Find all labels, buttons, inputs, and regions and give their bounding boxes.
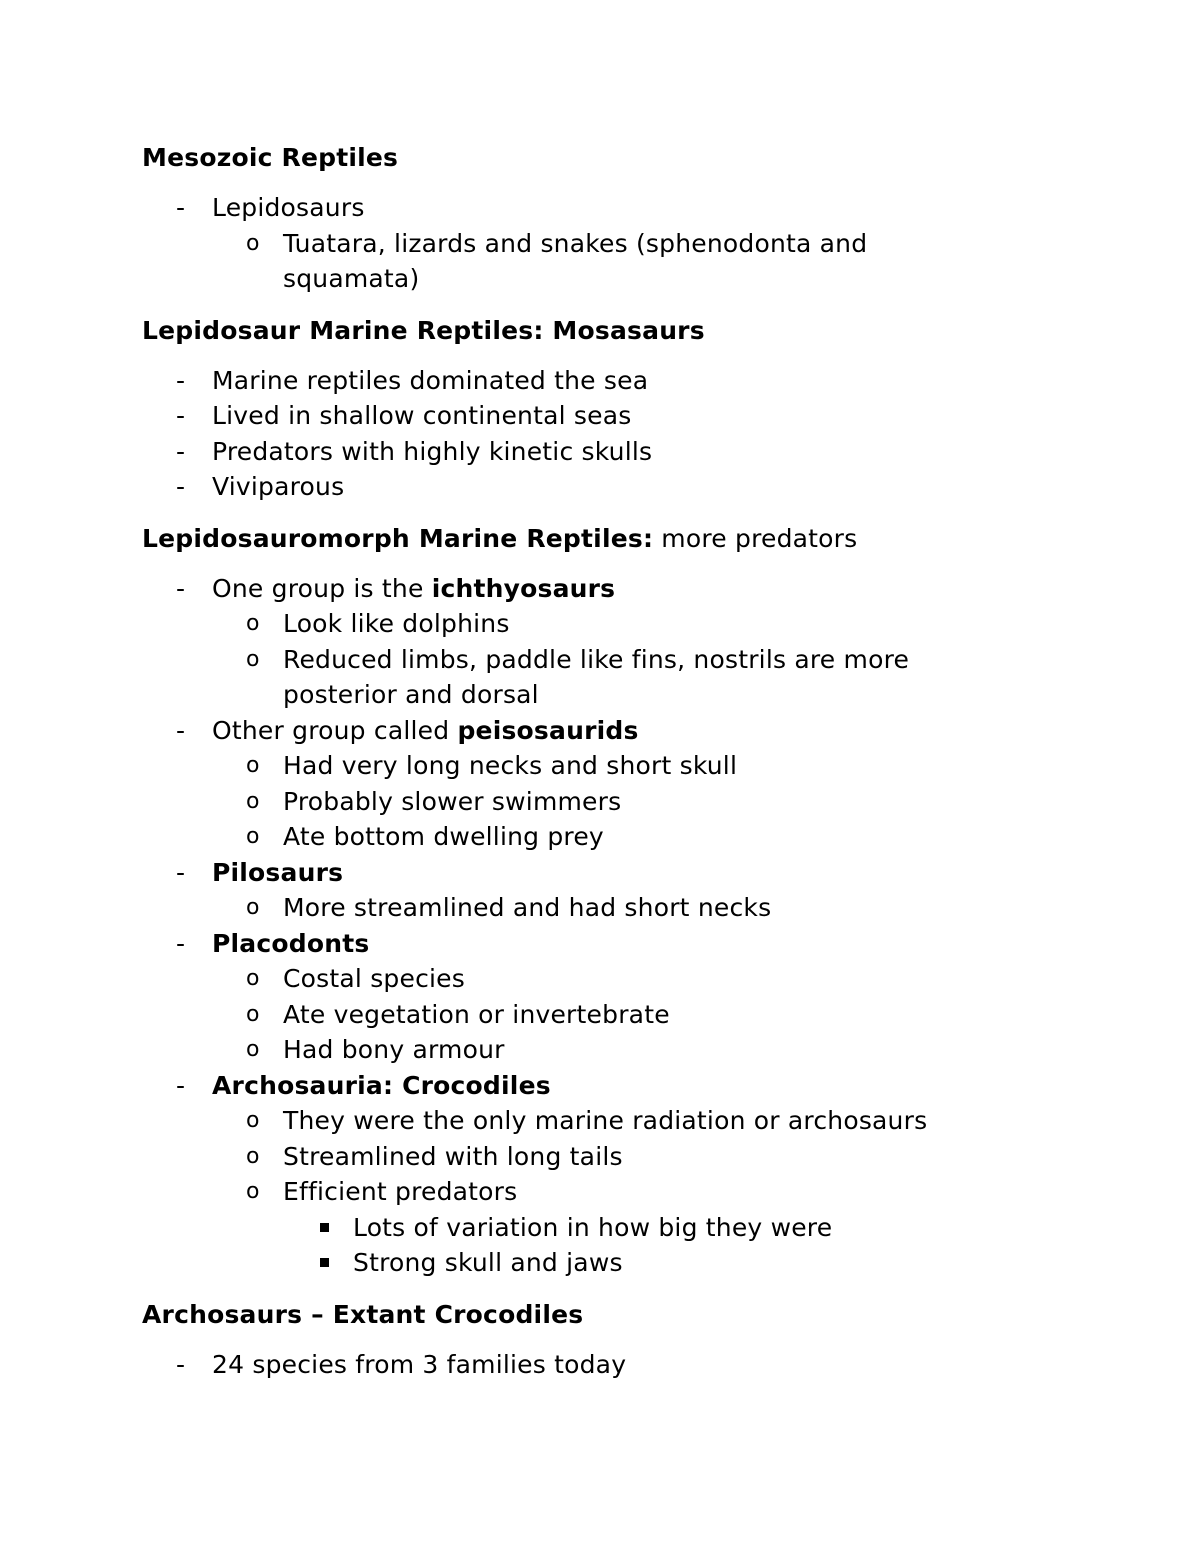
- list-item: - 24 species from 3 families today: [142, 1347, 1042, 1383]
- dash-bullet: -: [176, 193, 186, 222]
- list-item: - Lived in shallow continental seas: [142, 398, 1042, 434]
- dash-bullet: -: [176, 1349, 186, 1379]
- list-item: - Other group called peisosaurids: [142, 713, 1042, 749]
- list-item: Strong skull and jaws: [142, 1245, 1042, 1281]
- circle-bullet: o: [246, 611, 260, 636]
- list-item: - Pilosaurs: [142, 855, 1042, 891]
- circle-bullet: o: [246, 824, 260, 849]
- circle-bullet: o: [246, 1037, 260, 1062]
- circle-bullet: o: [246, 753, 260, 778]
- dash-bullet: -: [176, 928, 186, 958]
- circle-bullet: o: [246, 1179, 260, 1204]
- list-item: o Reduced limbs, paddle like fins, nostrils are more posterior and dorsal: [142, 642, 1042, 713]
- circle-bullet: o: [246, 1143, 260, 1169]
- list-item: o They were the only marine radiation or archosaurs: [142, 1103, 1042, 1139]
- section-heading: Lepidosaur Marine Reptiles: Mosasaurs: [142, 315, 705, 345]
- dash-bullet: -: [176, 365, 186, 395]
- dash-bullet: -: [176, 573, 186, 603]
- list-item: o Streamlined with long tails: [142, 1139, 1042, 1175]
- list-item: - Predators with highly kinetic skulls: [142, 434, 1042, 470]
- list-item: - Archosauria: Crocodiles: [142, 1068, 1042, 1104]
- document-page: [142, 140, 1042, 1398]
- list-item: - Marine reptiles dominated the sea: [142, 363, 1042, 399]
- square-bullet-icon: [320, 1258, 329, 1267]
- list-item: - Placodonts: [142, 926, 1042, 962]
- circle-bullet: o: [246, 1108, 260, 1133]
- circle-bullet: o: [246, 1001, 260, 1027]
- bullet-list: [142, 190, 1042, 297]
- square-bullet-icon: [320, 1223, 329, 1232]
- list-item: o Had bony armour: [142, 1032, 1042, 1068]
- dash-bullet: -: [176, 1070, 186, 1100]
- circle-bullet: o: [246, 646, 260, 672]
- circle-bullet: o: [246, 895, 260, 920]
- list-item: - One group is the ichthyosaurs: [142, 571, 1042, 607]
- list-item: o Ate vegetation or invertebrate: [142, 997, 1042, 1033]
- list-item: o Efficient predators: [142, 1174, 1042, 1210]
- dash-bullet: -: [176, 436, 186, 466]
- list-item: Lots of variation in how big they were: [142, 1210, 1042, 1246]
- list-item: o Probably slower swimmers: [142, 784, 1042, 820]
- dash-bullet: -: [176, 857, 186, 887]
- list-item: o More streamlined and had short necks: [142, 890, 1042, 926]
- section-heading: Lepidosauromorph Marine Reptiles: more predators: [142, 523, 858, 553]
- dash-bullet: -: [176, 472, 186, 501]
- circle-bullet: o: [246, 230, 260, 256]
- list-item: o Had very long necks and short skull: [142, 748, 1042, 784]
- bullet-list: [142, 363, 1042, 505]
- circle-bullet: o: [246, 788, 260, 814]
- list-item: - Viviparous: [142, 469, 1042, 505]
- dash-bullet: -: [176, 401, 186, 430]
- bullet-list: [142, 1347, 1042, 1383]
- circle-bullet: o: [246, 966, 260, 991]
- section-heading: Mesozoic Reptiles: [142, 143, 399, 172]
- section-heading: Archosaurs – Extant Crocodiles: [142, 1299, 584, 1329]
- bullet-list: [142, 571, 1042, 1281]
- list-item: o Look like dolphins: [142, 606, 1042, 642]
- list-item: o Costal species: [142, 961, 1042, 997]
- dash-bullet: -: [176, 715, 186, 745]
- list-item: o Ate bottom dwelling prey: [142, 819, 1042, 855]
- list-item: - Lepidosaurs: [142, 190, 1042, 226]
- list-item: o Tuatara, lizards and snakes (sphenodonta and squamata): [142, 226, 1042, 297]
